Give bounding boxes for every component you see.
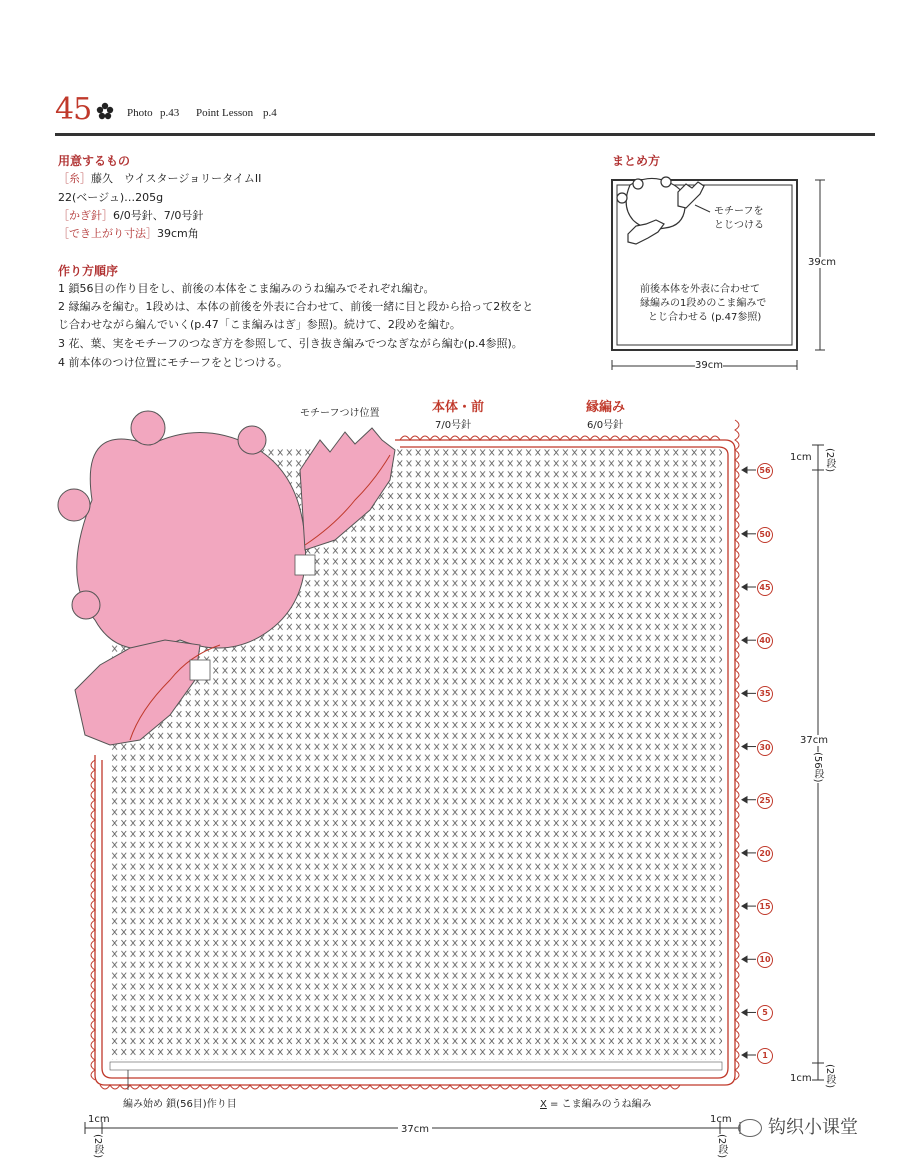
row-arrow-head — [742, 584, 747, 590]
watermark — [738, 1113, 858, 1139]
start-note: 編み始め 鎖(56目)作り目 — [123, 1099, 237, 1110]
dim-bottom: 37cm — [398, 1124, 432, 1135]
body-note-3: とじ合わせる (p.47参照) — [648, 312, 762, 323]
row-arrow-head — [742, 1052, 747, 1058]
legend-text: = こま編みのうね編み — [550, 1099, 652, 1110]
body-hook: 7/0号針 — [435, 420, 472, 431]
photo-page: p.43 — [160, 107, 180, 119]
row-arrow-head — [742, 850, 747, 856]
page-number: 45 — [55, 92, 92, 127]
motif-note-2: とじつける — [714, 220, 764, 231]
row-marker: 5 — [757, 1005, 773, 1021]
assembly-title: まとめ方 — [612, 154, 661, 168]
steps-title: 作り方順序 — [58, 264, 119, 278]
step-2a: 2 縁編みを編む。1段めは、本体の前後を外表に合わせて、前後一緒に目と段から拾って2枚をと — [58, 300, 534, 313]
photo-label: Photo — [127, 107, 153, 119]
row-arrow-head — [742, 531, 747, 537]
legend-symbol: X — [540, 1099, 547, 1110]
row-arrow-head — [742, 467, 747, 473]
row-marker: 1 — [757, 1048, 773, 1064]
dim-bottom-right2-rows: (2段) — [716, 1134, 727, 1159]
materials-title: 用意するもの — [58, 154, 131, 168]
row-arrow-head — [742, 637, 747, 643]
size-text: 39cm角 — [157, 227, 199, 240]
yarn-text: 藤久 ウイスタージョリータイムII — [91, 172, 262, 185]
row-marker: 10 — [757, 952, 773, 968]
row-marker: 40 — [757, 633, 773, 649]
step-3: 3 花、葉、実をモチーフのつなぎ方を参照して、引き抜き編みでつなぎながら編む(p.4参照)。 — [58, 337, 523, 350]
row-marker: 45 — [757, 580, 773, 596]
legend — [540, 1095, 652, 1110]
dim-top-right: 1cm — [790, 452, 812, 463]
yarn-tag: ［糸］ — [58, 172, 91, 185]
foundation-chain — [110, 1062, 722, 1070]
row-arrow-head — [742, 744, 747, 750]
row-arrow-head — [742, 903, 747, 909]
dim-top-right-rows: (2段) — [824, 448, 835, 473]
row-marker: 25 — [757, 793, 773, 809]
lesson-page: p.4 — [263, 107, 277, 119]
watermark-text: 钩织小课堂 — [768, 1117, 858, 1138]
hook-text: 6/0号針、7/0号針 — [113, 209, 204, 222]
body-note-2: 縁編みの1段めのこま編みで — [640, 298, 767, 309]
motif-position: モチーフつけ位置 — [300, 408, 380, 419]
yarn-amount: 22(ベージュ)…205g — [58, 191, 164, 204]
row-arrow-head — [742, 1009, 747, 1015]
hook-tag: ［かぎ針］ — [58, 209, 113, 222]
row-marker: 35 — [757, 686, 773, 702]
edge-title: 縁編み — [586, 400, 626, 415]
size-tag: ［でき上がり寸法］ — [58, 227, 157, 240]
body-note-1: 前後本体を外表に合わせて — [640, 284, 760, 295]
motif-note-1: モチーフを — [714, 206, 764, 217]
row-arrow-head — [742, 797, 747, 803]
step-2b: じ合わせながら編んでいく(p.47「こま編みはぎ」参照)。続けて、2段めを編む。 — [58, 318, 461, 331]
step-4: 4 前本体のつけ位置にモチーフをとじつける。 — [58, 356, 288, 369]
assembly-dim-bottom: 39cm — [695, 360, 723, 371]
body-title: 本体・前 — [432, 400, 485, 415]
row-arrow-head — [742, 690, 747, 696]
row-arrow-head — [742, 956, 747, 962]
dim-bottom-right-rows: (2段) — [824, 1064, 835, 1089]
edge-hook: 6/0号針 — [587, 420, 624, 431]
dim-bottom-right: 1cm — [790, 1073, 812, 1084]
assembly-dim-right: 39cm — [808, 257, 836, 268]
row-marker: 50 — [757, 527, 773, 543]
step-1: 1 鎖56目の作り目をし、前後の本体をこま編みのうね編みでそれぞれ編む。 — [58, 282, 435, 295]
wechat-icon — [738, 1119, 762, 1137]
dim-right: 37cm — [800, 735, 828, 746]
dim-bottom-right2: 1cm — [710, 1114, 732, 1125]
row-marker: 20 — [757, 846, 773, 862]
row-marker: 15 — [757, 899, 773, 915]
dim-right-rows: (56段) — [812, 752, 823, 783]
row-marker: 30 — [757, 740, 773, 756]
row-arrows — [742, 467, 756, 1058]
lesson-label: Point Lesson — [196, 107, 254, 119]
row-marker: 56 — [757, 463, 773, 479]
dim-bottom-left: 1cm — [88, 1114, 110, 1125]
dim-bottom-left-rows: (2段) — [92, 1134, 103, 1159]
